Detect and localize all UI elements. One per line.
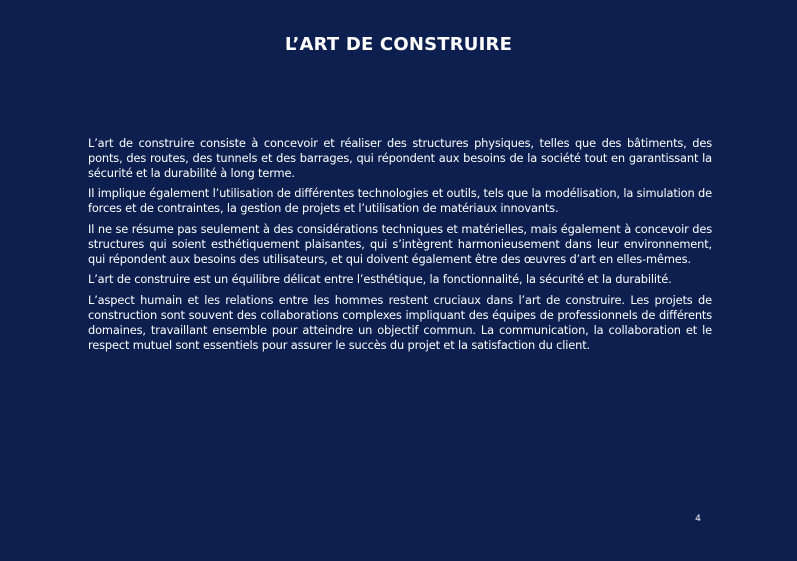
slide-title: L’ART DE CONSTRUIRE bbox=[284, 34, 513, 55]
paragraph-aesthetics: Il ne se résume pas seulement à des considérations techniques et matérielles, mais également à concevoir des structures qui soient esthétiquement plaisantes, qui s’intègrent harmonieusement dans leur environnement, qui répondent aux besoins des utilisateurs, et qui doivent également être des œuvres d’art en elles-mêmes. bbox=[88, 221, 712, 266]
paragraph-balance: L’art de construire est un équilibre délicat entre l’esthétique, la fonctionnalité, la sécurité et la durabilité. bbox=[88, 272, 672, 287]
paragraph-technologies: Il implique également l’utilisation de différentes technologies et outils, tels que la modélisation, la simulation de forces et de contraintes, la gestion de projets et l’utilisation de matériaux innovants. bbox=[88, 186, 712, 216]
paragraph-definition: L’art de construire consiste à concevoir et réaliser des structures physiques, telles que des bâtiments, des ponts, des routes, des tunnels et des barrages, qui répondent aux besoins de la société tout en garantissant la sécurité et la durabilité à long terme. bbox=[88, 136, 712, 180]
slide-body bbox=[88, 136, 712, 358]
paragraph-human-aspect: L’aspect humain et les relations entre les hommes restent cruciaux dans l’art de construire. Les projets de construction sont souvent des collaborations complexes impliquant des équipes de professionnels de différents domaines, travaillant ensemble pour atteindre un objectif commun. La communication, la collaboration et le respect mutuel sont essentiels pour assurer le succès du projet et la satisfaction du client. bbox=[88, 293, 712, 352]
page-number: 4 bbox=[695, 514, 701, 524]
